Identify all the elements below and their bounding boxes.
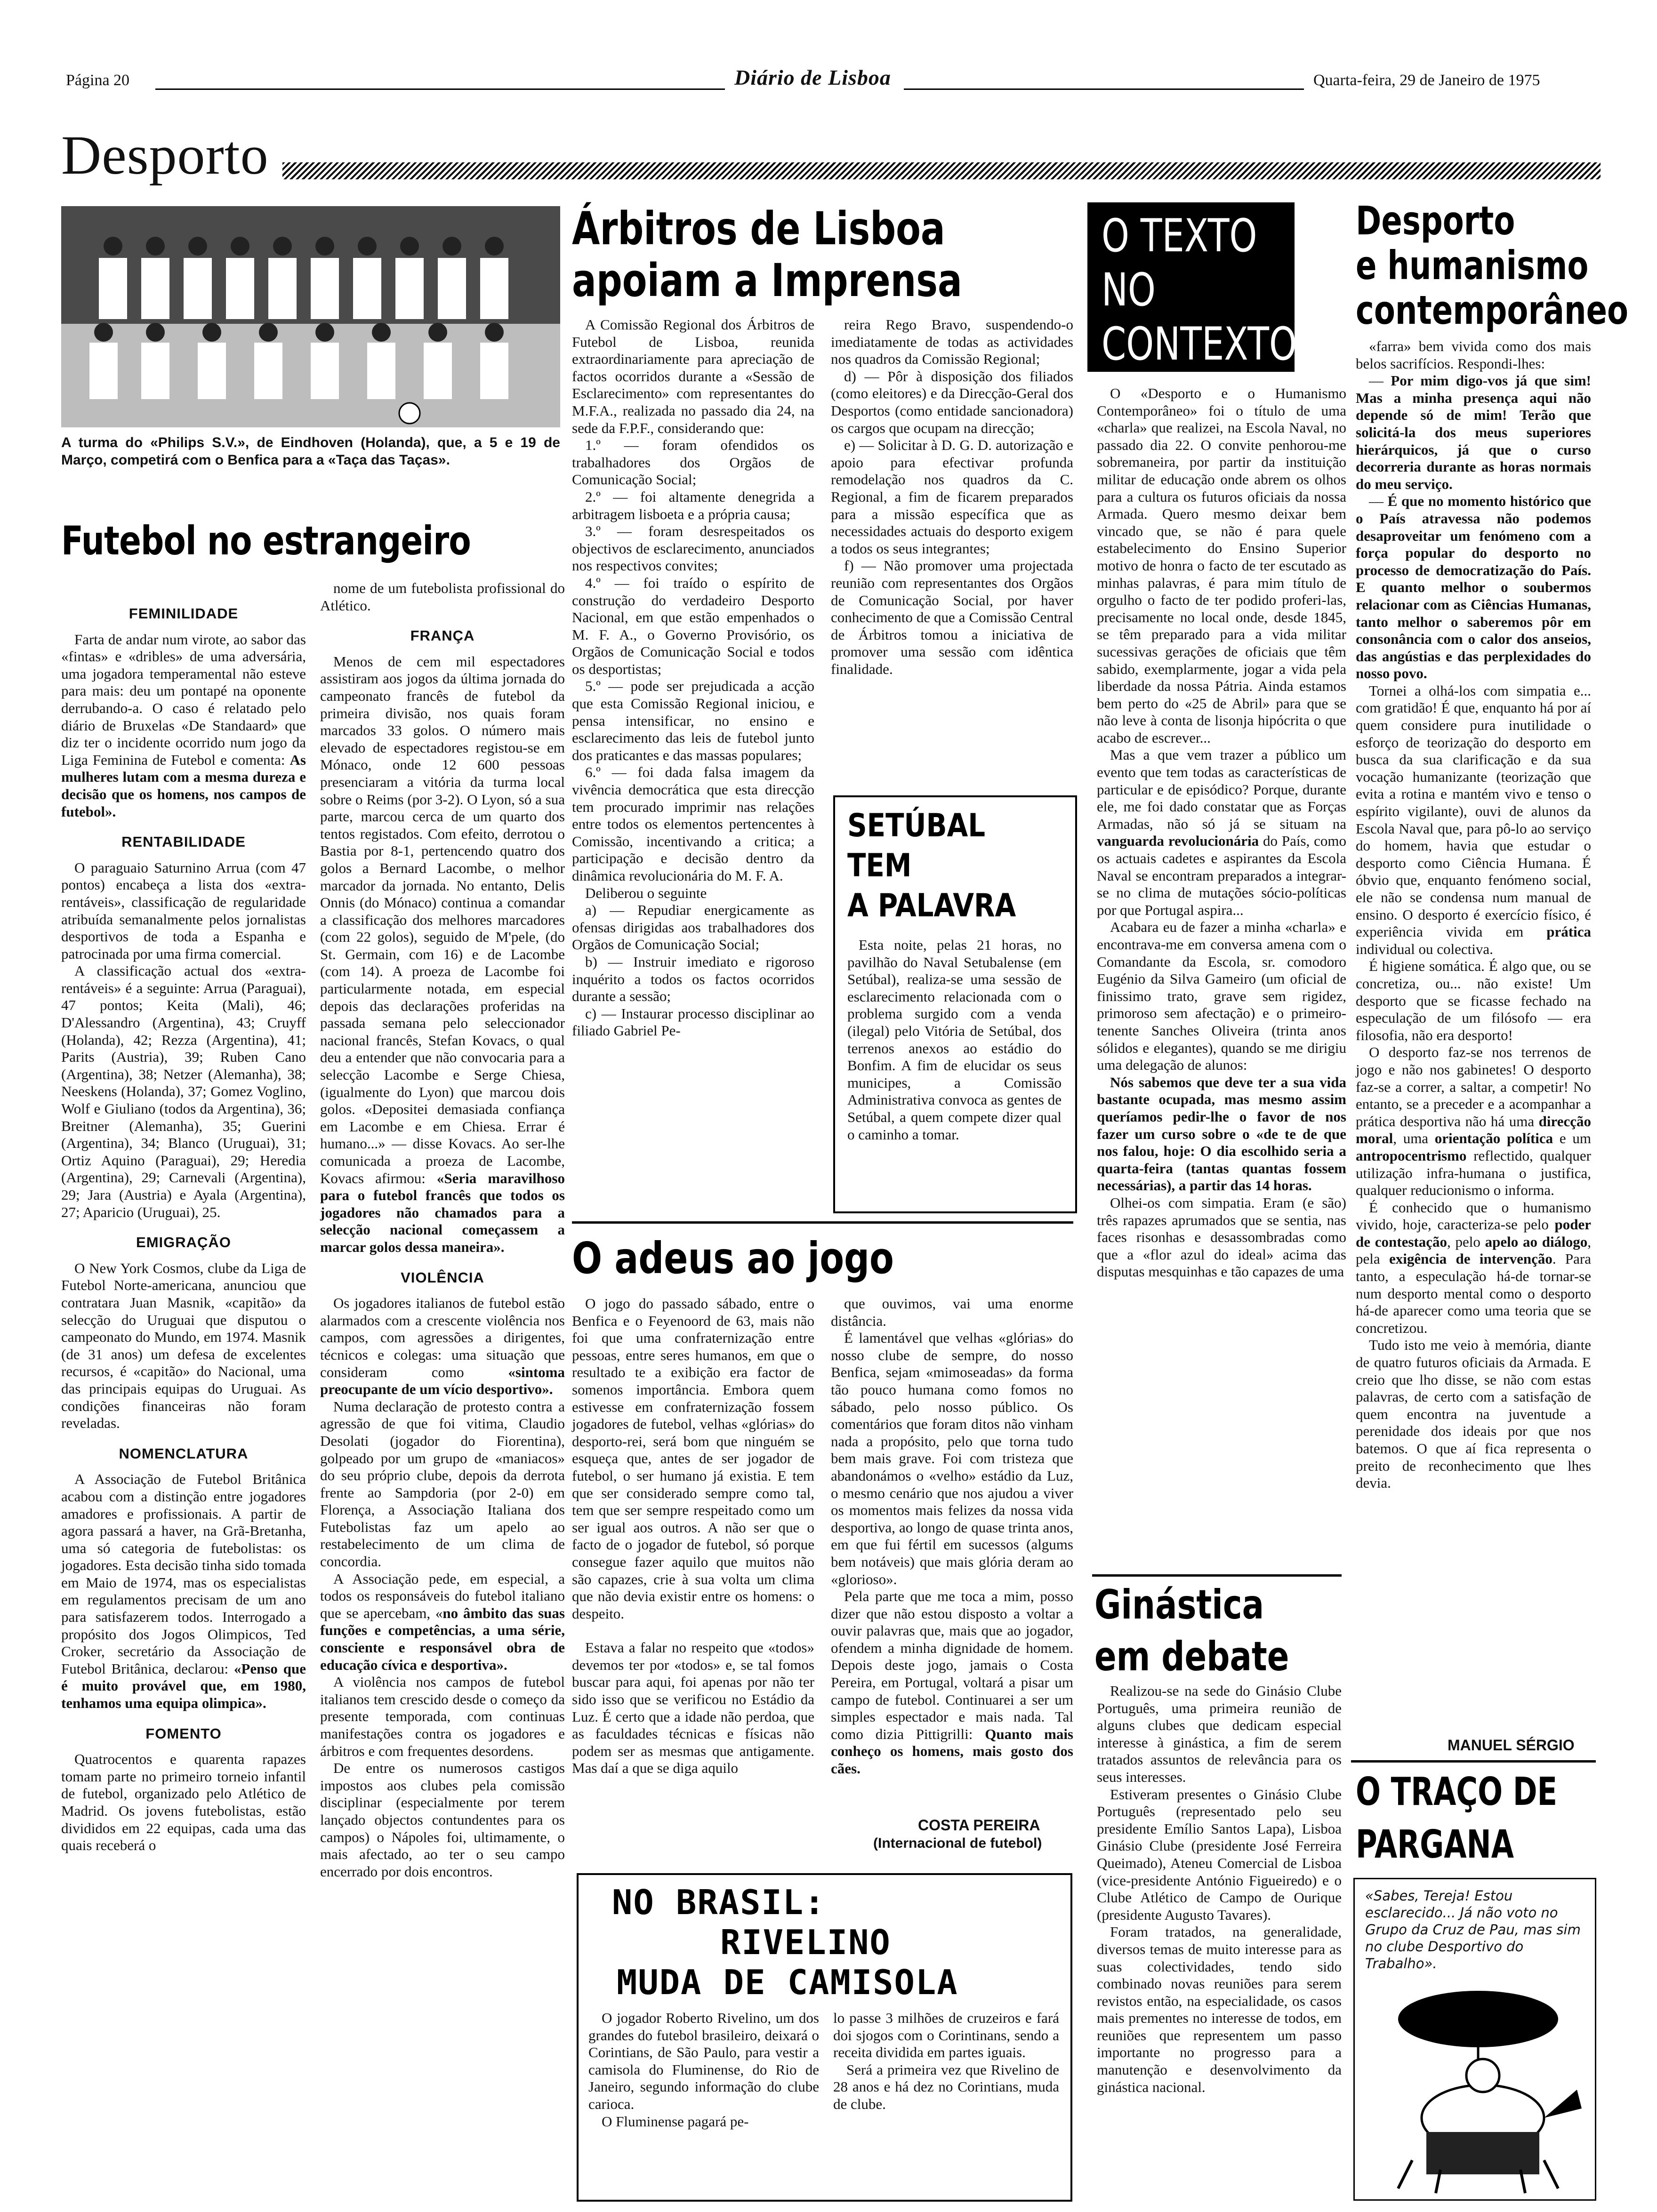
text-run: individual ou colectiva. bbox=[1356, 940, 1493, 957]
humanismo-headline-line-1: Desporto bbox=[1356, 198, 1515, 244]
texto-title-line-2: NO bbox=[1102, 264, 1156, 316]
cartoon-speech-text: «Sabes, Tereja! Estou esclarecido... Já não voto no Grupo da Cruz de Pau, mas sim no clube Desportivo do Trabalho». bbox=[1365, 1888, 1581, 1972]
brasil-headline-line-1: NO BRASIL: bbox=[612, 1883, 826, 1922]
humanismo-headline-line-3: contemporâneo bbox=[1356, 287, 1629, 333]
text-run: f) — Não promover uma projectada reunião com representantes dos Orgãos de Comunicação Social, por haver conhecimento de que a Comissão Central de Árbitros tomou a iniciativa de promover uma sessão com idêntica finalidade. bbox=[831, 557, 1073, 677]
texto-title-line-1: O TEXTO bbox=[1102, 209, 1257, 262]
brasil-paragraph: lo passe 3 milhões de cruzeiros e fará doi sjogos com o Corintinans, sendo a receita dividida em partes iguais. bbox=[833, 2010, 1059, 2061]
brasil-column-2 bbox=[833, 2010, 1059, 2113]
text-run: O jogo do passado sábado, entre o Benfica e o Feyenoord de 63, mais não foi que uma confraternização entre pessoas, entre seres humanos, em que o resultado te a exibição era factor de somenos importância. Embora quem estivesse em confraternização fossem jogadores de futebol, velhas «glórias» do desporto-rei, será bom que ninguém se esqueça que, antes de ser jogador de futebol, o ser humano já existia. E tem que ser considerado sempre como tal, tem que ser sempre respeitado como um ser igual aos outros. A não ser que o facto de o jogador de futebol, só porque consegue fazer aquilo que muitos não são capazes, crie à sua volta um clima que não devia existir entre os homens: o despeito. bbox=[572, 1295, 814, 1622]
bold-run: vanguarda revolucionária bbox=[1097, 833, 1259, 850]
humanismo-headline-line-2: e humanismo bbox=[1356, 242, 1589, 289]
paragraph bbox=[1356, 338, 1591, 372]
text-run: A violência nos campos de futebol italianos tem crescido desde o começo da presente temporada, com continuas manifestações contra os jogadores e árbitros e com frequentes desordens. bbox=[320, 1674, 565, 1759]
paragraph bbox=[572, 316, 814, 437]
text-run: 4.º — foi traído o espírito de construção do verdadeiro Desporto Nacional, em que estão empenhados o M. F. A., o Governo Provisório, os Orgãos de Comunicação Social e todos os desportistas; bbox=[572, 574, 814, 677]
text-run: Foram tratados, na generalidade, diversos temas de muito interesse para as suas colectividades, tendo sido combinado novas reuniões para serem revistos então, na especialidade, os casos mais prementes no interesse de todos, em reuniões que representem um passo importante no progresso para a manutenção e desenvolvimento da ginástica nacional. bbox=[1097, 1923, 1342, 2095]
text-run: É higiene somática. É algo que, ou se concretiza, ou... não existe! Um desporto que se ficasse fechado na especulação de um filósofo — era filosofia, não era desporto! bbox=[1356, 958, 1591, 1043]
paragraph bbox=[1097, 1786, 1342, 1924]
subheading: FRANÇA bbox=[410, 627, 475, 644]
paragraph bbox=[1097, 385, 1346, 746]
text-run: A classificação actual dos «extra-rentáveis» é a seguinte: Arrua (Paraguai), 47 pontos; Keita (Mali), 46; D'Alessandro (Argentina), 43; Cruyff (Holanda), 42; Rezza (Argentina), 41; Parits (Austria), 39; Ruben Cano (Argentina), 38; Netzer (Alemanha), 38; Neeskens (Holanda), 37; Gomez Voglino, Wolf e Giuliano (todos da Argentina), 36; Breitner (Alemanha), 35; Guerini (Argentina), 34; Blanco (Uruguai), 31; Ortiz Aquino (Paraguai), 29; Heredia (Argentina), 29; Carnevali (Argentina), 29; Jara (Austria) e Ayala (Argentina), 27; Aparicio (Uruguai), 25. bbox=[61, 962, 306, 1220]
paragraph bbox=[1356, 372, 1591, 493]
text-run: 5.º — pode ser prejudicada a acção que esta Comissão Regional iniciou, e pensa intensificar, no ensino e esclarecimento das leis de futebol junto dos praticantes e das massas populares; bbox=[572, 678, 814, 763]
text-run: — bbox=[1369, 493, 1388, 510]
paragraph bbox=[1097, 1923, 1342, 2096]
paragraph bbox=[1356, 1044, 1591, 1199]
paragraph bbox=[572, 1295, 814, 1622]
paragraph bbox=[320, 1674, 565, 1760]
issue-date: Quarta-feira, 29 de Janeiro de 1975 bbox=[1313, 72, 1540, 89]
bold-run: direcção moral bbox=[1356, 1113, 1591, 1147]
paragraph bbox=[1356, 1199, 1591, 1337]
text-run: 1.º — foram ofendidos os trabalhadores dos Orgãos de Comunicação Social; bbox=[572, 437, 814, 488]
page-number: Página 20 bbox=[66, 72, 130, 89]
adeus-column-2 bbox=[831, 1295, 1073, 1778]
paragraph bbox=[572, 764, 814, 884]
paragraph bbox=[61, 1260, 306, 1432]
text-run: O paraguaio Saturnino Arrua (com 47 pontos) encabeça a lista dos «extra-rentáveis», classificação de regularidade atribuída semanalmente pelos jornalistas desportivos de toda a Espanha e patrocinada por uma firma comercial. bbox=[61, 859, 306, 962]
bold-run: exigência de intervenção bbox=[1389, 1250, 1552, 1267]
bold-run: Quanto mais conheço os homens, mais gosto dos cães. bbox=[831, 1725, 1073, 1777]
text-run: Tornei a olhá-los com simpatia e... com gratidão! É que, enquanto há por aí quem considere pura inutilidade o esforço de teorização do desporto em busca da sua clarificação e da sua vocação humanizante (teorização que evita a rotina e mantém vivo e tenso o espírito vigilante), ouvi de alunos da Escola Naval que, para pô-lo ao serviço do homem, havia que estudar o desporto como Ciência Humana. É óbvio que, enquanto fenómeno social, ele não se condensa num manual de ensino. O desporto é exercício físico, é experiência vivida em bbox=[1356, 682, 1591, 940]
paragraph bbox=[320, 580, 565, 614]
text-run: Deliberou o seguinte bbox=[585, 884, 707, 901]
texto-column bbox=[1097, 385, 1346, 1281]
ginastica-headline-line-2: em debate bbox=[1094, 1633, 1289, 1680]
text-run: O desporto faz-se nos terrenos de jogo e não nos gabinetes! O desporto faz-se a correr, a saltar, a competir! No entanto, se a preceder e a acompanhar a prática desportiva não há uma bbox=[1356, 1044, 1591, 1130]
paragraph bbox=[320, 1571, 565, 1674]
ginastica-headline-line-1: Ginástica bbox=[1094, 1581, 1264, 1628]
bold-run: antropocentrismo bbox=[1356, 1147, 1467, 1164]
text-run: , pela bbox=[1356, 1233, 1592, 1267]
subheading: RENTABILIDADE bbox=[121, 834, 246, 850]
text-run: A Associação de Futebol Britânica acabou com a distinção entre jogadores amadores e profissionais. A partir de agora passará a haver, na Grã-Bretanha, uma só categoria de futebolistas: os jogadores. Esta decisão tinha sido tomada em Maio de 1974, mas os especialistas em regulamentos precisam de um ano para satisfazerem todos. Interrogado a propósito dos Jogos Olimpicos, Ted Croker, secretário da Associação de Futebol Britânica, declarou: bbox=[61, 1471, 306, 1677]
paragraph bbox=[1097, 1683, 1342, 1786]
newspaper-name: Diário de Lisboa bbox=[734, 65, 891, 89]
brasil-paragraph: O Fluminense pagará pe- bbox=[602, 2113, 749, 2130]
paragraph bbox=[1097, 1194, 1346, 1281]
text-run: Numa declaração de protesto contra a agressão de que foi vitima, Claudio Desolati (jogador do Fiorentina), golpeado por um grupo de «maniacos» do seu próprio clube, depois da derrota frente ao Sampdoria (por 2-0) em Florença, a Associação Italiana dos Futebolistas faz um apelo ao restabelecimento de um clima de concordia. bbox=[320, 1398, 565, 1570]
paragraph bbox=[572, 678, 814, 764]
subheading: FEMINILIDADE bbox=[129, 605, 239, 622]
adeus-author-note: (Internacional de futebol) bbox=[873, 1835, 1042, 1851]
brasil-headline-line-3: MUDA DE CAMISOLA bbox=[617, 1963, 958, 2002]
text-run: 6.º — foi dada falsa imagem da vivência democrática que esta direcção tem procurado imprimir nas relações entre todos os elementos pertencentes à Comissão, incentivando a critica; a participação e decisão dentro da dinâmica revolucionária do M. F. A. bbox=[572, 764, 814, 884]
text-run: A Associação pede, em especial, a todos os responsáveis do futebol italiano que se apercebam, « bbox=[320, 1570, 565, 1621]
text-run: reira Rego Bravo, suspendendo-o imediatamente de todas as actividades nos quadros da Comissão Regional; bbox=[831, 316, 1073, 368]
arbitros-headline-line-2: apoiam a Imprensa bbox=[572, 254, 962, 307]
humanismo-author: MANUEL SÉRGIO bbox=[1448, 1737, 1575, 1754]
brasil-column-1 bbox=[588, 2010, 819, 2130]
paragraph bbox=[61, 962, 306, 1221]
futebol-column-2 bbox=[320, 580, 565, 1880]
setubal-headline-line-3: A PALAVRA bbox=[847, 887, 1016, 924]
arbitros-headline-line-1: Árbitros de Lisboa bbox=[572, 202, 945, 255]
paragraph bbox=[572, 437, 814, 489]
subheading: FOMENTO bbox=[145, 1725, 222, 1742]
paragraph bbox=[572, 885, 814, 902]
brasil-headline-line-2: RIVELINO bbox=[720, 1923, 891, 1962]
paragraph bbox=[61, 1471, 306, 1712]
text-run: d) — Pôr à disposição dos filiados (como eleitores) e da Direcção-Geral dos Desportos (como entidade sancionadora) os cargos que ocupam na direcção; bbox=[831, 368, 1073, 436]
subheading: NOMENCLATURA bbox=[119, 1445, 249, 1462]
bold-run: apelo ao diálogo bbox=[1485, 1233, 1588, 1250]
brasil-paragraph: O jogador Roberto Rivelino, um dos grandes do futebol brasileiro, deixará o Corintians, de São Paulo, para vestir a camisola do Fluminense, do Rio de Janeiro, segundo informação do clube carioca. bbox=[588, 2010, 819, 2112]
adeus-author: COSTA PEREIRA bbox=[918, 1817, 1040, 1834]
paragraph bbox=[320, 1398, 565, 1571]
photo-caption: A turma do «Philips S.V.», de Eindhoven (Holanda), que, a 5 e 19 de Março, competirá com o Benfica para a «Taça das Taças». bbox=[61, 435, 560, 468]
paragraph bbox=[1097, 1074, 1346, 1194]
bold-run: «Seria maravilhoso para o futebol francês que todos os jogadores não chamados para a selecção nacional começassem a marcar golos dessa maneira». bbox=[320, 1170, 565, 1255]
text-run: c) — Instaurar processo disciplinar ao filiado Gabriel Pe- bbox=[572, 1005, 814, 1039]
text-run: Tudo isto me veio à memória, diante de quatro futuros oficiais da Armada. E creio que lho disse, se não com estas palavras, de certo com a satisfação de quem encontra na juventude a perenidade dos ideais por que nos batemos. O que aí fica representa o preito de reconhecimento que lhes devia. bbox=[1356, 1337, 1591, 1491]
text-run: Menos de cem mil espectadores assistiram aos jogos da última jornada do campeonato francês de futebol da primeira divisão, nos quais foram marcados 33 golos. O número mais elevado de espectadores registou-se em Mónaco, onde 12 600 pessoas presenciaram a vitória da turma local sobre o Reims (por 3-2). O Lyon, só a sua parte, marcou cerca de um quarto dos tentos registados. Com efeito, derrotou o Bastia por 8-1, pertencendo quatro dos golos a Bernard Lacombe, o melhor marcador da jornada. No entanto, Delis Onnis (do Mónaco) continua a comandar a classificação dos melhores marcadores (com 22 golos), seguido de M'pele, (do St. Germain, com 16) e de Lacombe (com 14). A proeza de Lacombe foi particularmente notada, em especial depois das declarações proferidas na passada semana pelo seleccionador nacional francês, Stefan Kovacs, o qual deu a entender que não convocaria para a selecção Lacombe e Serge Chiesa, (igualmente do Lyon) que marcou dois golos. «Depositei demasiada confiança em Lacombe e em Chiesa. Errar é humano...» — disse Kovacs. Ao ser-lhe comunicada a proeza de Lacombe, Kovacs afirmou: bbox=[320, 653, 565, 1186]
text-run: É conhecido que o humanismo vivido, hoje, caracteriza-se pelo bbox=[1356, 1199, 1591, 1233]
bold-run: «sintoma preocupante de um vício desportivo». bbox=[320, 1363, 565, 1398]
text-run: Pela parte que me toca a mim, posso dizer que não estou disposto a voltar a ouvir palavras que, mais que ao jogador, ofendem a minha dignidade de homem. Depois deste jogo, jamais o Costa Pereira, em Portugal, voltará a pisar um campo de futebol. Continuarei a ser um simples espectador e mais nada. Tal como dizia Pittigrilli: bbox=[831, 1588, 1073, 1742]
paragraph bbox=[1097, 919, 1346, 1074]
bold-run: Nós sabemos que deve ter a sua vida bastante ocupada, mas mesmo assim queríamos pedir-lhe o favor de nos fazer um curso sobre o «de te de que nos falou, hoje: O dia escolhido seria a quarta-feira (tantas quantas fossem necessárias), a partir das 14 horas. bbox=[1097, 1074, 1346, 1194]
section-title: Desporto bbox=[61, 124, 269, 186]
paragraph bbox=[320, 653, 565, 1256]
paragraph bbox=[320, 1760, 565, 1880]
arbitros-column-1 bbox=[572, 316, 814, 1040]
bold-run: orientação política bbox=[1434, 1130, 1553, 1147]
text-run: , pelo bbox=[1447, 1233, 1485, 1250]
text-run: Estava a falar no respeito que «todos» devemos ter por «todos» e, se tal fomos buscar para aqui, foi apenas por não ter sido isso que se verificou no Estádio da Luz. É certo que a idade não perdoa, que as faculdades técnicas e físicas não podem ser as mesmas que antigamente. Mas daí a que se diga aquilo bbox=[572, 1639, 814, 1777]
paragraph bbox=[1356, 682, 1591, 958]
texto-title-line-3: CONTEXTO bbox=[1102, 318, 1297, 370]
text-run: Olhei-os com simpatia. Eram (e são) três rapazes aprumados que se sentia, nas faces risonhas e desassombradas como que a «flor azul do ideal» acima das disputas mesquinhas e tão capazes de uma bbox=[1097, 1194, 1346, 1280]
traco-top-rule bbox=[1351, 1760, 1596, 1763]
text-run: Quatrocentos e quarenta rapazes tomam parte no primeiro torneio infantil de futebol, organizado pelo Atlético de Madrid. Os jovens futebolistas, estão divididos em 22 equipas, cada uma das quais receberá o bbox=[61, 1751, 306, 1854]
adeus-column-1 bbox=[572, 1295, 814, 1794]
paragraph bbox=[572, 954, 814, 1005]
traco-headline-line-2: PARGANA bbox=[1356, 1822, 1514, 1867]
section-title-hatch bbox=[282, 162, 1601, 179]
futebol-column-1 bbox=[61, 592, 306, 1854]
text-run: Farta de andar num virote, ao sabor das «fintas» e «dribles» de uma adversária, uma jogadora temperamental não esteve para mais: deu um pontapé na oponente derrubando-a. O caso é relatado pelo diário de Bruxelas «De Standaard» que diz ter o incidente ocorrido num jogo da Liga Feminina de Futebol e comenta: bbox=[61, 631, 306, 768]
text-run: É lamentável que velhas «glórias» do nosso clube de sempre, do nosso Benfica, sejam «mimoseadas» da forma tão pouco humana como fomos no sábado, pelo nosso público. Os comentários que foram ditos não vinham nada a propósito, pelo que torna tudo bem mais grave. Foi com tristeza que abandonámos o «velho» estádio da Luz, o mesmo cenário que nos ajudou a viver os momentos mais felizes da nossa vida desportiva, ao longo de quase trinta anos, em que fui fértil em sucessos (algums bem notáveis) que mais glória deram ao «glorioso». bbox=[831, 1330, 1073, 1587]
paragraph bbox=[1097, 746, 1346, 919]
paragraph bbox=[1356, 493, 1591, 682]
text-run: «farra» bem vivida como dos mais belos sacrifícios. Respondi-lhes: bbox=[1356, 338, 1591, 372]
setubal-text: Esta noite, pelas 21 horas, no pavilhão do Naval Setubalense (em Setúbal), realiza-se uma sessão de esclarecimento relacionada com o problema surgido com a venda (ilegal) pelo Vitória de Setúbal, dos terrenos anexos ao estádio do Bonfim. A fim de elucidar os seus municipes, a Comissão Administrativa convoca as gentes de Setúbal, a quem compete dizer qual o caminho a tomar. bbox=[847, 937, 1062, 1143]
paragraph bbox=[61, 631, 306, 821]
bold-run: no âmbito das suas funções e competências, a uma série, consciente e responsável obra de educação cívica e desportiva». bbox=[320, 1604, 565, 1673]
text-run: 3.º — foram desrespeitados os objectivos de esclarecimento, anunciados nos respectivos convites; bbox=[572, 523, 814, 574]
team-photo bbox=[61, 206, 560, 427]
paragraph bbox=[1356, 958, 1591, 1044]
masthead-rule-right bbox=[904, 88, 1304, 90]
text-run: A Comissão Regional dos Árbitros de Futebol de Lisboa, reunida extraordinariamente para apreciação de factos ocorridos durante a «Sessão de Esclarecimento» com representantes do M.F.A., realizada no passado dia 24, na sede da F.P.F., considerando que: bbox=[572, 316, 814, 436]
paragraph bbox=[572, 902, 814, 954]
paragraph bbox=[831, 1588, 1073, 1778]
text-run: reflectido, qualquer utilização infra-humana o justifica, qualquer reducionismo o informa. bbox=[1356, 1147, 1591, 1199]
paragraph bbox=[831, 316, 1073, 368]
text-run: De entre os numerosos castigos impostos aos clubes pela comissão disciplinar (especialmente por terem lançado objectos contundentes para os campos) o Nápoles foi, ultimamente, o mais afectado, ao ter o seu campo encerrado por dois encontros. bbox=[320, 1760, 565, 1880]
team-photo-image bbox=[61, 206, 560, 427]
text-run: Mas a que vem trazer a público um evento que tem todas as características de particular e de episódico? Porque, durante ele, me foi dado constatar que as Forças Armadas, não só já se situam na bbox=[1097, 746, 1346, 832]
brasil-paragraph: Será a primeira vez que Rivelino de 28 anos e há dez no Corintians, muda de clube. bbox=[833, 2061, 1059, 2112]
text-run: e um bbox=[1553, 1130, 1591, 1147]
text-run: O New York Cosmos, clube da Liga de Futebol Norte-americana, anunciou que contratara Juan Masnik, «capitão» da selecção do Uruguai que disputou o campeonato do Mundo, em 1974. Masnik (de 31 anos) um defesa de excelentes recursos, é «capitão» do Nacional, uma das principais equipas do Uruguai. As condições financeiras não foram reveladas. bbox=[61, 1259, 306, 1432]
text-run: 2.º — foi altamente denegrida a arbitragem lisboeta e a própria causa; bbox=[572, 488, 814, 522]
arbitros-column-2 bbox=[831, 316, 1073, 678]
paragraph bbox=[572, 489, 814, 523]
paragraph bbox=[572, 575, 814, 678]
paragraph bbox=[831, 1330, 1073, 1588]
subheading: EMIGRAÇÃO bbox=[136, 1234, 231, 1251]
text-run: , uma bbox=[1393, 1130, 1435, 1147]
text-run: a) — Repudiar energicamente as ofensas dirigidas aos trabalhadores dos Orgãos de Comunicação Social; bbox=[572, 902, 814, 953]
paragraph bbox=[61, 1751, 306, 1854]
text-run: . Para tanto, a especulação há-de tornar-se num desporto mental como o desporto há-de aparecer como uma teoria que se concretizou. bbox=[1356, 1250, 1591, 1336]
bold-run: Por mim digo-vos já que sim! Mas a minha presença aqui não depende só de mim! Terão que solicitá-la dos meus superiores hierárquicos, já que o curso decorreria durante as horas normais do meu serviço. bbox=[1356, 372, 1591, 492]
bold-run: «Penso que é muito provável que, em 1980, tenhamos uma equipa olimpica». bbox=[61, 1660, 306, 1712]
setubal-headline-line-2: TEM bbox=[847, 847, 912, 884]
ginastica-column bbox=[1097, 1683, 1342, 2096]
paragraph bbox=[831, 1295, 1073, 1330]
bold-run: As mulheres lutam com a mesma dureza e decisão que os homens, nos campos de futebol». bbox=[61, 751, 306, 820]
text-run: O «Desporto e o Humanismo Contemporâneo» foi o título de uma «charla» que realizei, na Escola Naval, no passado dia 22. O convite penhorou-me sobremaneira, por partir da instituição militar de educação onde abrem os olhos para a cultura os futuros oficiais da nossa Armada. Quero mesmo deixar bem vincado que, se não é para quele estabelecimento do Ensino Superior motivo de honra o facto de ter escutado as minhas palavras, é para mim título de orgulho o facto de ter podido proferi-las, precisamente no local onde, desde 1845, se têm preparado para a vida militar sucessivas gerações de oficiais que têm sabido, exemplarmente, jogar a vida pela liberdade da nossa Pátria. Ainda estamos bem perto do «25 de Abril» para que se não leve à conta de lisonja hipócrita o que acabo de escrever... bbox=[1097, 385, 1346, 746]
text-run: — bbox=[1369, 372, 1391, 389]
humanismo-column bbox=[1356, 338, 1591, 1492]
bold-run: poder de contestação bbox=[1356, 1216, 1591, 1250]
cartoon-drawing bbox=[1356, 1977, 1591, 2196]
bold-run: É que no momento histórico que o País atravessa não podemos desaproveitar um fenómeno com a força popular do desporto no processo de democratização do País. E quanto melhor o soubermos relacionar com as Ciências Humanas, tanto melhor o saberemos pôr em consonância com o calor dos anseios, das angústias e das perplexidades do nosso povo. bbox=[1356, 493, 1591, 682]
paragraph bbox=[572, 523, 814, 575]
masthead-rule-left bbox=[155, 88, 725, 90]
text-run: b) — Instruir imediato e rigoroso inquérito a todos os factos ocorridos durante a sessão; bbox=[572, 953, 814, 1005]
text-run: e) — Solicitar à D. G. D. autorização e apoio para efectivar profunda remodelação nos quadros da C. Regional, a fim de ficarem preparados para a missão específica que as necessidades actuais do desporto exigem a todos os seus integrantes; bbox=[831, 437, 1073, 557]
futebol-headline: Futebol no estrangeiro bbox=[61, 518, 471, 564]
paragraph bbox=[1356, 1337, 1591, 1491]
traco-headline-line-1: O TRAÇO DE bbox=[1356, 1770, 1558, 1814]
adeus-top-rule bbox=[572, 1221, 1073, 1224]
paragraph bbox=[831, 368, 1073, 437]
text-run: Os jogadores italianos de futebol estão alarmados com a crescente violência nos campos, com agressões a dirigentes, técnicos e colegas: uma situação que consideram como bbox=[320, 1295, 565, 1380]
text-run: que ouvimos, vai uma enorme distância. bbox=[831, 1295, 1073, 1329]
paragraph bbox=[320, 1295, 565, 1398]
setubal-headline-line-1: SETÚBAL bbox=[847, 807, 986, 844]
ginastica-top-rule bbox=[1092, 1574, 1342, 1577]
text-run: Estiveram presentes o Ginásio Clube Português (representado pelo seu presidente Emílio Santos Lapa), Lisboa Ginásio Clube (presidente José Ferreira Queimado), Ateneu Comercial de Lisboa (vice-presidente António Figueiredo) e o Clube Atlético de Campo de Ourique (presidente Augusto Tavares). bbox=[1097, 1786, 1342, 1923]
paragraph bbox=[831, 557, 1073, 678]
paragraph bbox=[572, 1005, 814, 1040]
paragraph bbox=[831, 437, 1073, 557]
text-run: do País, como os actuais cadetes e aspirantes da Escola Naval se encontram preparados a integrar-se no clima de mutações sócio-políticas por que Portugal aspira... bbox=[1097, 833, 1346, 918]
text-run: nome de um futebolista profissional do Atlético. bbox=[320, 580, 565, 614]
paragraph bbox=[572, 1639, 814, 1777]
adeus-headline: O adeus ao jogo bbox=[572, 1233, 894, 1283]
subheading: VIOLÊNCIA bbox=[401, 1269, 484, 1286]
paragraph bbox=[61, 859, 306, 963]
text-run: Realizou-se na sede do Ginásio Clube Português, uma primeira reunião de alguns clubes que dedicam especial interesse à ginástica, a fim de serem tratados assuntos de relevância para os seus interesses. bbox=[1097, 1683, 1342, 1785]
bold-run: prática bbox=[1546, 923, 1591, 940]
text-run: Acabara eu de fazer a minha «charla» e encontrava-me em conversa amena com o Comandante da Escola, sr. comodoro Eugénio da Silva Gameiro (um oficial de finissimo trato, grave sem rigidez, primoroso sem afectação) e o primeiro-tenente Sanches Oliveira (trinta anos sólidos e elegantes), quando se me dirigiu uma delegação de alunos: bbox=[1097, 919, 1346, 1074]
